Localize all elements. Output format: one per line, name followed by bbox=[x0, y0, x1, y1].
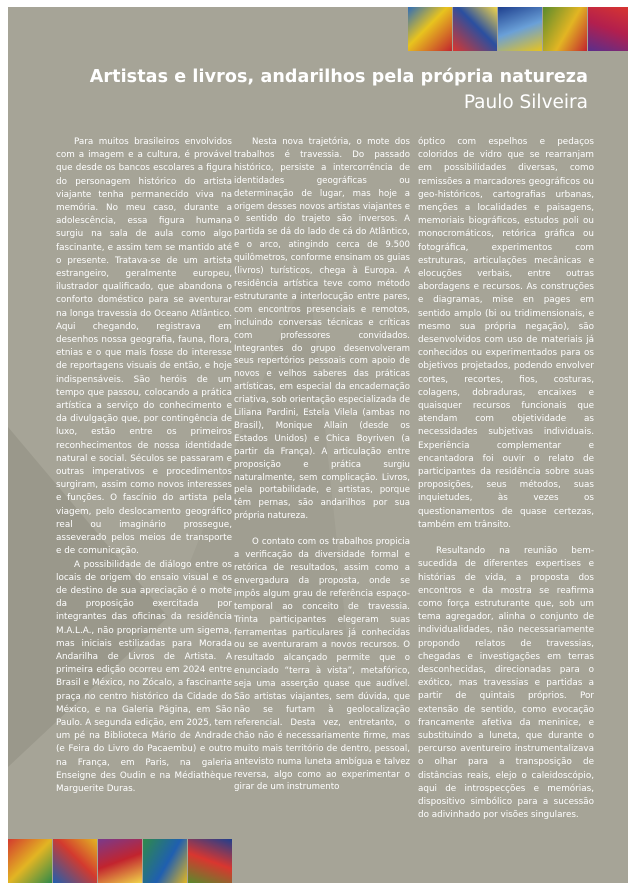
paragraph: Resultando na reunião bem-sucedida de diferentes expertises e histórias de vida, a proposta dos encontros e da mostra se reafirma como força estruturante que, sob um tema agregador, alinha o conjunto de individualidades, não necessariamente propondo relatos de travessias, chegadas e investigações em terras desconhecidas, direcionadas para o exótico, mas travessias e partidas a partir de quintais próprios. Por extensão de sentido, como evocação francamente afetiva da meninice, e substituindo a luneta, que durante o percurso aventureiro instrumentalizava o olhar para a transposição de distâncias reais, elejo o caleidoscópio, aqui de introspecções e memórias, dispositivo simbólico para a sucessão do adivinhado por visões singulares. bbox=[418, 546, 594, 821]
paragraph: O contato com os trabalhos propicia a verificação da diversidade formal e retórica de resultados, assim como a envergadura da proposta, onde se impôs algum grau de referência espaço-temporal ao conceito de travessia. Trinta participantes elegeram suas ferramentas particulares já conhecidas ou se aventuraram a novos recursos. O resultado alcançado permite que o enunciado “terra à vista”, metafórico, seja uma asserção quase que audível. São artistas viajantes, sem dúvida, que não se furtam à geolocalização referencial. Desta vez, entretanto, o chão não é necessariamente firme, mas muito mais território de dentro, pessoal, antevisto numa luneta ambígua e talvez reversa, algo como ao experimentar o girar de um instrumento bbox=[234, 537, 410, 793]
article-title: Artistas e livros, andarilhos pela própria natureza bbox=[89, 67, 588, 87]
strip-tile bbox=[588, 7, 628, 51]
text-column-2 bbox=[234, 136, 410, 794]
strip-tile bbox=[53, 839, 97, 883]
strip-tile bbox=[188, 839, 232, 883]
text-column-1 bbox=[56, 136, 232, 796]
strip-tile bbox=[408, 7, 452, 51]
strip-tile bbox=[543, 7, 587, 51]
strip-tile bbox=[498, 7, 542, 51]
article-author: Paulo Silveira bbox=[463, 92, 588, 113]
paragraph: A possibilidade de diálogo entre os locais de origem do ensaio visual e os de destino de sua apreciação é o mote da proposição exercitada por integrantes das oficinas da residência M.A.L.A., não propriamente um sigema, mas iniciais estilizadas para Morada Andarilha de Livros de Artista. A primeira edição ocorreu em 2024 entre Brasil e México, no Zócalo, a fascinante praça no centro histórico da Cidade do México, e na Galeria Página, em São Paulo. A segunda edição, em 2025, tem um pé na Biblioteca Mário de Andrade (e Feira do Livro do Pacaembu) e outro na França, em Paris, na galeria Enseigne des Oudin e na Médiathèque Marguerite Duras. bbox=[56, 559, 232, 794]
strip-tile bbox=[143, 839, 187, 883]
decorative-color-strip-top bbox=[408, 7, 628, 51]
paragraph: óptico com espelhos e pedaços coloridos de vidro que se rearranjam em possibilidades diversas, como remissões a marcadores geográficos ou geo-históricos, cartografias urbanas, menções a localidades e paisagens, memoriais biográficos, estudos poli ou monocromáticos, retórica gráfica ou fotográfica, experimentos com estruturas, articulações mecânicas e elocuções verbais, entre outras abordagens e recursos. As construções e diagramas, mise en pages em sentido amplo (bi ou tridimensionais, e mesmo sua própria negação), são desenvolvidos com uso de materiais já conhecidos ou experimentados para os objetivos projetados, podendo envolver cortes, recortes, fios, costuras, colagens, dobraduras, encaixes e quaisquer recursos funcionais que atendam com objetividade as necessidades subjetivas individuais. Experiência complementar e encantadora foi ouvir o relato de participantes da residência sobre suas proposições, seus métodos, suas inquietudes, às vezes os questionamentos de quase certezas, também em trânsito. bbox=[418, 137, 594, 530]
strip-tile bbox=[453, 7, 497, 51]
decorative-color-strip-bottom bbox=[8, 839, 233, 883]
paragraph: Nesta nova trajetória, o mote dos trabalhos é travessia. Do passado histórico, persiste a intercorrência de identidades geográficas ou determinação de lugar, mas hoje a origem desses novos artistas viajantes e o sentido do trajeto são inversos. A partida se dá do lado de cá do Atlântico, e o arco, atingindo cerca de 9.500 quilômetros, conforme ensinam os guias (livros) turísticos, chega à Europa. A residência artística teve como método estruturante a interlocução entre pares, com encontros presenciais e remotos, incluindo conversas técnicas e críticas com professores convidados. Integrantes do grupo desenvolveram seus repertórios pessoais com apoio de novos e velhos saberes das práticas artísticas, em especial da encadernação criativa, sob orientação especializada de Liliana Pardini, Estela Vilela (ambas no Brasil), Monique Allain (desde os Estados Unidos) e Chica Boyriven (a partir da França). A articulação entre proposição e prática surgiu naturalmente, sem complicação. Livros, pela portabilidade, e artistas, porque têm pernas, são andarilhos por sua própria natureza. bbox=[234, 137, 410, 522]
document-page bbox=[8, 7, 628, 883]
text-column-3 bbox=[418, 136, 594, 822]
strip-tile bbox=[8, 839, 52, 883]
strip-tile bbox=[98, 839, 142, 883]
paragraph: Para muitos brasileiros envolvidos com a imagem e a cultura, é provável que desde os bancos escolares a figura do personagem histórico do artista viajante tenha permanecido viva na memória. No meu caso, durante a adolescência, essa figura humana surgiu na sala de aula como algo fascinante, e assim tem se mantido até o presente. Tratava-se de um artista estrangeiro, geralmente europeu, ilustrador qualificado, que abandona o conforto doméstico para se aventurar na longa travessia do Oceano Atlântico. Aqui chegando, registrava em desenhos nossa geografia, fauna, flora, etnias e o que mais fosse do interesse de reportagens visuais de então, e hoje indispensáveis. São heróis de um tempo que passou, colocando a prática artística a serviço do conhecimento e da divulgação que, por contingência de luxo, estão entre os primeiros reconhecimentos de nossa identidade natural e social. Séculos se passaram e outras imperativos e procedimentos surgiram, assim como novos interesses e funções. O fascínio do artista pela viagem, pelo deslocamento geográfico real ou imaginário prossegue, asseverado pelos meios de transporte e de comunicação. bbox=[56, 137, 232, 557]
